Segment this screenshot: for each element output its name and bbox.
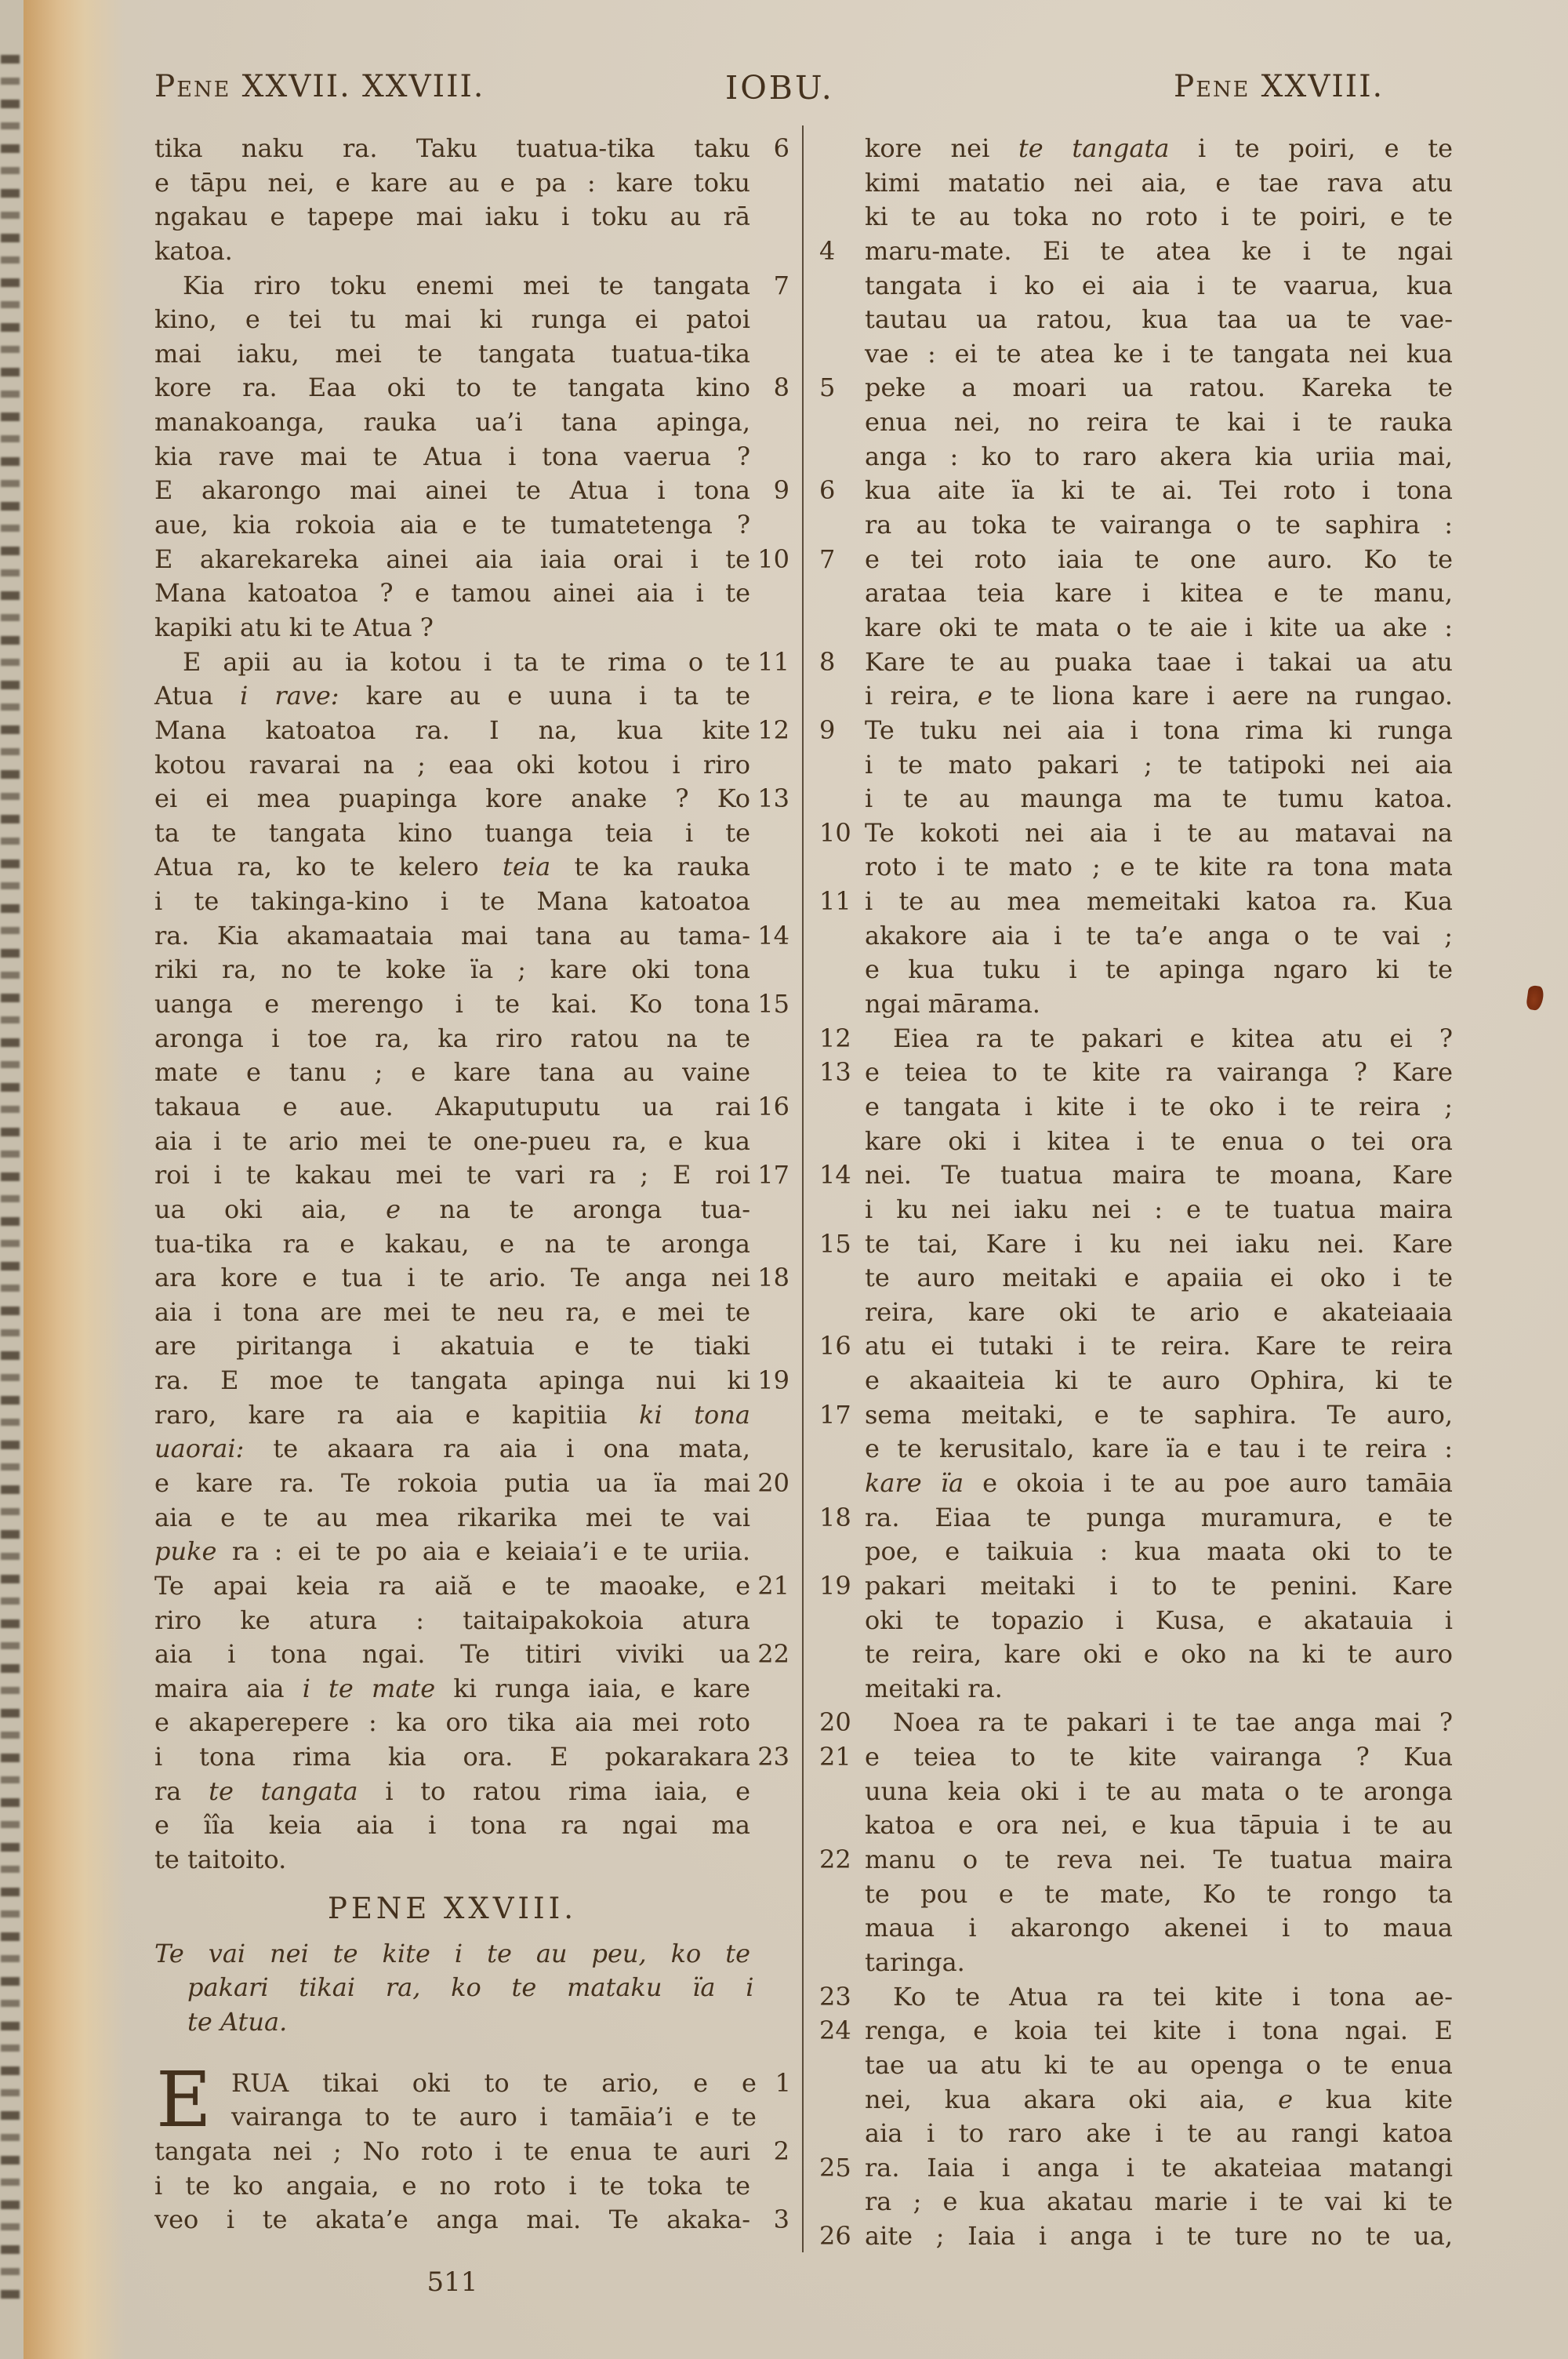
line-text: e kua tuku i te apinga ngaro ki te: [865, 954, 1453, 985]
running-head-title: IOBU.: [725, 69, 834, 107]
line-text: Te apai keia ra aiă e te maoake, e: [154, 1570, 750, 1601]
text-line: [819, 1775, 1456, 1809]
line-text: kare oki i kitea i te enua o tei ora: [865, 1125, 1453, 1156]
verse-number: 18: [757, 1263, 789, 1293]
verse-number: 15: [757, 989, 789, 1020]
line-text: Eiea ra te pakari e kitea atu ei ?: [893, 1023, 1453, 1053]
line-text: sema meitaki, e te saphira. Te auro,: [865, 1399, 1453, 1430]
verse-number: 11: [819, 886, 851, 917]
verse-number: 20: [757, 1467, 789, 1498]
line-text: aia i to raro ake i te au rangi katoa: [865, 2118, 1453, 2149]
verse-number: 14: [757, 920, 789, 951]
text-line: [154, 337, 791, 372]
text-line: [154, 405, 791, 440]
text-line: [819, 543, 1456, 577]
text-line: [819, 1672, 1456, 1707]
text-line: [154, 1398, 791, 1433]
line-text: aue, kia rokoia aia e te tumatetenga ?: [154, 510, 750, 540]
text-line: [154, 1971, 791, 2005]
text-line: [819, 1740, 1456, 1775]
text-line: [154, 166, 791, 201]
text-line: [819, 2048, 1456, 2083]
text-line: [154, 919, 791, 954]
text-line: [819, 1296, 1456, 1330]
dropcap-initial: E: [156, 2055, 212, 2144]
line-text: Mana katoatoa ra. I na, kua kite: [154, 714, 750, 745]
verse-number: 13: [819, 1057, 851, 1088]
line-text: roi i te kakau mei te vari ra ; E roi: [154, 1160, 750, 1190]
verse-number: 17: [757, 1160, 789, 1190]
line-text: akakore aia i te ta’e anga o te vai ;: [865, 920, 1453, 951]
line-text: ra. E moe te tangata apinga nui ki: [154, 1365, 750, 1396]
text-line: [154, 2203, 791, 2237]
text-line: [819, 1808, 1456, 1843]
text-line: [154, 200, 791, 234]
line-text: pakari meitaki i to te penini. Kare: [865, 1570, 1453, 1601]
text-line: [154, 1604, 791, 1638]
line-text: kua aite ïa ki te ai. Tei roto i tona: [865, 475, 1453, 506]
line-text: poe, e taikuia : kua maata oki to te: [865, 1536, 1453, 1567]
verse-number: 16: [819, 1331, 851, 1361]
line-text: Atua ra, ko te kelero teia te ka rauka: [154, 852, 751, 882]
text-line: [819, 850, 1456, 885]
verse-number: 7: [773, 270, 789, 300]
line-text: Te vai nei te kite i te au peu, ko te: [154, 1938, 750, 1968]
line-text: reira, kare oki te ario e akateiaaia: [865, 1296, 1453, 1327]
page-number: 511: [426, 2266, 478, 2298]
text-line: [154, 1364, 791, 1398]
text-line: [819, 1877, 1456, 1912]
line-text: te tai, Kare i ku nei iaku nei. Kare: [865, 1228, 1453, 1259]
line-text: e îîa keia aia i tona ra ngai ma: [154, 1810, 750, 1841]
text-line: [819, 1706, 1456, 1740]
text-line: [154, 234, 791, 269]
text-line: [819, 987, 1456, 1022]
verse-number: 14: [819, 1160, 851, 1190]
text-line: [819, 2083, 1456, 2117]
text-line: [154, 474, 791, 508]
right-column: [819, 132, 1456, 2254]
verse-number: 11: [757, 646, 789, 677]
text-line: [819, 2219, 1456, 2254]
line-text: mai iaku, mei te tangata tuatua-tika: [154, 338, 750, 369]
line-text: puke ra : ei te po aia e keiaia’i e te uriia.: [154, 1536, 750, 1567]
line-text: tika naku ra. Taku tuatua-tika taku: [154, 133, 750, 163]
line-text: E akarongo mai ainei te Atua i tona: [154, 475, 750, 506]
text-line: [154, 1467, 791, 1501]
text-line: [819, 679, 1456, 714]
text-line: [154, 303, 791, 337]
verse-number: 19: [819, 1570, 851, 1601]
text-line: [819, 1364, 1456, 1398]
line-text: Mana katoatoa ? e tamou ainei aia i te: [154, 578, 750, 609]
verse-number: 21: [757, 1570, 789, 1601]
text-line: [819, 371, 1456, 405]
line-text: ra ; e kua akatau marie i te vai ki te: [865, 2186, 1453, 2217]
line-text: Kia riro toku enemi mei te tangata: [183, 270, 750, 300]
text-line: [154, 1432, 791, 1467]
text-line: [819, 2185, 1456, 2219]
text-line: [819, 748, 1456, 783]
text-line: [819, 1329, 1456, 1364]
line-text: ra. Iaia i anga i te akateiaa matangi: [865, 2152, 1453, 2183]
verse-number: 15: [819, 1228, 851, 1259]
line-text: ra. Kia akamaataia mai tana au tama-: [154, 920, 750, 951]
line-text: aia e te au mea rikarika mei te vai: [154, 1502, 750, 1532]
line-text: nei, kua akara oki aia, e kua kite: [865, 2084, 1454, 2114]
verse-number: 6: [773, 133, 789, 163]
verse-number: 20: [819, 1707, 851, 1738]
text-line: [819, 816, 1456, 851]
line-text: kia rave mai te Atua i tona vaerua ?: [154, 441, 750, 471]
verse-number: 22: [819, 1845, 851, 1875]
line-text: manakoanga, rauka ua’i tana apinga,: [154, 407, 750, 438]
line-text: i tona rima kia ora. E pokarakara: [154, 1742, 750, 1772]
text-line: [819, 953, 1456, 987]
line-text: ra te tangata i to ratou rima iaia, e: [154, 1776, 750, 1806]
text-line: [819, 1125, 1456, 1159]
line-text: E apii au ia kotou i ta te rima o te: [183, 646, 750, 677]
text-line: [819, 440, 1456, 474]
text-line: [819, 303, 1456, 337]
text-line: [819, 1467, 1456, 1501]
verse-number: 10: [819, 817, 851, 848]
line-text: pakari tikai ra, ko te mataku ïa i: [187, 1972, 754, 2003]
text-line: [154, 2135, 791, 2169]
line-text: riro ke atura : taitaipakokoia atura: [154, 1605, 750, 1635]
line-text: aronga i toe ra, ka riro ratou na te: [154, 1023, 750, 1053]
text-line: [154, 1569, 791, 1604]
line-text: ra. Eiaa te punga muramura, e te: [865, 1502, 1453, 1532]
line-text: raro, kare ra aia e kapitiia ki tona: [154, 1399, 751, 1430]
text-line: [819, 1637, 1456, 1672]
text-line: [819, 919, 1456, 954]
text-line: [819, 611, 1456, 645]
line-text: aite ; Iaia i anga i te ture no te ua,: [865, 2221, 1453, 2252]
line-text: ki te au toka no roto i te poiri, e te: [865, 202, 1453, 232]
text-line: [819, 714, 1456, 748]
line-text: peke a moari ua ratou. Kareka te: [865, 373, 1453, 403]
line-text: enua nei, no reira te kai i te rauka: [865, 407, 1453, 438]
line-text: kotou ravarai na ; eaa oki kotou i riro: [154, 749, 750, 780]
line-text: Atua i rave: kare au e uuna i ta te: [154, 681, 751, 711]
verse-number: 13: [757, 783, 789, 814]
verse-number: 17: [819, 1399, 851, 1430]
text-line: [154, 1090, 791, 1125]
line-text: ei ei mea puapinga kore anake ? Ko: [154, 783, 750, 814]
line-text: riki ra, no te koke ïa ; kare oki tona: [154, 954, 750, 985]
text-line: [819, 508, 1456, 543]
text-line: [819, 782, 1456, 816]
text-line: [154, 1843, 791, 1877]
line-text: aia i te ario mei te one-pueu ra, e kua: [154, 1125, 750, 1156]
line-text: i te mato pakari ; te tatipoki nei aia: [865, 749, 1453, 780]
line-text: e tāpu nei, e kare au e pa : kare toku: [154, 167, 750, 198]
text-line: [819, 474, 1456, 508]
line-text: tua-tika ra e kakau, e na te aronga: [154, 1228, 750, 1259]
text-line: [154, 782, 791, 816]
line-text: anga : ko to raro akera kia uriia mai,: [865, 441, 1453, 471]
left-column: [154, 132, 791, 2237]
line-text: RUA tikai oki to te ario, e e: [231, 2067, 757, 2098]
text-line: [154, 1706, 791, 1740]
line-text: tangata i ko ei aia i te vaarua, kua: [865, 270, 1453, 300]
text-line: [819, 645, 1456, 680]
text-line: [154, 371, 791, 405]
line-text: vairanga to te auro i tamāia’i e te: [231, 2102, 757, 2132]
text-line: [154, 1637, 791, 1672]
text-line: [154, 1808, 791, 1843]
line-text: kare ïa e okoia i te au poe auro tamāia: [865, 1467, 1454, 1498]
facing-page-edge: [0, 0, 24, 2359]
text-line: [819, 132, 1456, 166]
line-text: kare oki te mata o te aie i kite ua ake :: [865, 612, 1453, 642]
verse-number: 12: [757, 714, 789, 745]
line-text: oki te topazio i Kusa, e akatauia i: [865, 1605, 1453, 1635]
text-line: [154, 508, 791, 543]
verse-number: 4: [819, 235, 836, 266]
text-line: [154, 1775, 791, 1809]
verse-number: 12: [819, 1023, 851, 1053]
verse-number: 1: [775, 2067, 791, 2098]
text-line: [154, 2005, 791, 2040]
line-text: takaua e aue. Akaputuputu ua rai: [154, 1091, 750, 1121]
text-line: [154, 1535, 791, 1569]
text-line: [819, 1535, 1456, 1569]
text-line: [819, 337, 1456, 372]
text-line: [154, 1022, 791, 1056]
text-line: [819, 1843, 1456, 1877]
line-text: nei. Te tuatua maira te moana, Kare: [865, 1160, 1453, 1190]
line-text: aia i tona are mei te neu ra, e mei te: [154, 1296, 750, 1327]
line-text: uaorai: te akaara ra aia i ona mata,: [154, 1434, 750, 1464]
text-line: [154, 850, 791, 885]
verse-number: 21: [819, 1742, 851, 1772]
line-text: e tei roto iaia te one auro. Ko te: [865, 543, 1453, 574]
line-text: taringa.: [865, 1946, 965, 1977]
line-text: i ku nei iaku nei : e te tuatua maira: [865, 1194, 1453, 1224]
verse-number: 24: [819, 2016, 851, 2046]
text-line: [154, 1193, 791, 1227]
verse-number: 3: [773, 2205, 789, 2235]
text-line: [154, 440, 791, 474]
line-text: e teiea to te kite vairanga ? Kua: [865, 1742, 1453, 1772]
line-text: Noea ra te pakari i te tae anga mai ?: [893, 1707, 1453, 1738]
line-text: maru-mate. Ei te atea ke i te ngai: [865, 235, 1453, 266]
line-text: ta te tangata kino tuanga teia i te: [154, 817, 750, 848]
text-line: [154, 576, 791, 611]
line-text: katoa.: [154, 235, 233, 266]
line-text: e te kerusitalo, kare ïa e tau i te reira :: [865, 1434, 1453, 1464]
line-text: mate e tanu ; e kare tana au vaine: [154, 1057, 750, 1088]
line-text: veo i te akata’e anga mai. Te akaka-: [154, 2205, 750, 2235]
verse-number: 16: [757, 1091, 789, 1121]
column-divider-rule: [802, 125, 804, 2252]
text-line: [819, 1398, 1456, 1433]
line-text: tangata nei ; No roto i te enua te auri: [154, 2135, 750, 2166]
text-line: [819, 1946, 1456, 1980]
text-line: [819, 1432, 1456, 1467]
text-line: [819, 405, 1456, 440]
line-text: PENE XXVIII.: [327, 1891, 578, 1925]
line-text: e kare ra. Te rokoia putia ua ïa mai: [154, 1467, 750, 1498]
text-line: [154, 543, 791, 577]
text-line: [154, 2100, 791, 2135]
line-text: e akaperepere : ka oro tika aia mei roto: [154, 1707, 750, 1738]
verse-number: 8: [819, 646, 836, 677]
line-text: meitaki ra.: [865, 1673, 1003, 1703]
text-line: [154, 714, 791, 748]
line-text: kapiki atu ki te Atua ?: [154, 612, 434, 642]
text-line: [154, 1296, 791, 1330]
line-text: kino, e tei tu mai ki runga ei patoi: [154, 304, 750, 335]
text-line: [154, 1261, 791, 1296]
text-line: [819, 2014, 1456, 2048]
line-text: kimi matatio nei aia, e tae rava atu: [865, 167, 1453, 198]
text-line: [154, 885, 791, 919]
text-line: [154, 679, 791, 714]
line-text: katoa e ora nei, e kua tāpuia i te au: [865, 1810, 1453, 1841]
text-line: [154, 1227, 791, 1262]
line-text: renga, e koia tei kite i tona ngai. E: [865, 2016, 1453, 2046]
text-line: [154, 2169, 791, 2204]
text-line: [154, 132, 791, 166]
line-text: arataa teia kare i kitea e te manu,: [865, 578, 1453, 609]
verse-number: 2: [773, 2135, 789, 2166]
line-text: maua i akarongo akenei i to maua: [865, 1913, 1453, 1943]
line-text: i te au mea memeitaki katoa ra. Kua: [865, 886, 1453, 917]
line-text: Ko te Atua ra tei kite i tona ae-: [893, 1981, 1453, 2012]
line-text: ra au toka te vairanga o te saphira :: [865, 510, 1453, 540]
text-line: [819, 1158, 1456, 1193]
verse-number: 19: [757, 1365, 789, 1396]
line-text: ngakau e tapepe mai iaku i toku au rā: [154, 202, 750, 232]
line-text: E akarekareka ainei aia iaia orai i te: [154, 543, 750, 574]
line-text: tae ua atu ki te au openga o te enua: [865, 2049, 1453, 2080]
line-text: Kare te au puaka taae i takai ua atu: [865, 646, 1453, 677]
text-line: [819, 576, 1456, 611]
binding-gutter-shadow: [24, 0, 125, 2359]
text-line: [819, 234, 1456, 269]
verse-number: 23: [819, 1981, 851, 2012]
text-line: [819, 200, 1456, 234]
text-line: [819, 1056, 1456, 1090]
text-line: [819, 269, 1456, 304]
verse-number: 5: [819, 373, 836, 403]
text-line: [154, 1672, 791, 1707]
line-text: manu o te reva nei. Te tuatua maira: [865, 1845, 1453, 1875]
line-text: e tangata i kite i te oko i te reira ;: [865, 1091, 1453, 1121]
text-line: [819, 1193, 1456, 1227]
line-text: maira aia i te mate ki runga iaia, e kare: [154, 1673, 751, 1703]
text-line: [819, 1261, 1456, 1296]
text-line: [154, 1501, 791, 1536]
line-text: roto i te mato ; e te kite ra tona mata: [865, 852, 1453, 882]
line-text: i te ko angaia, e no roto i te toka te: [154, 2170, 750, 2201]
line-text: vae : ei te atea ke i te tangata nei kua: [865, 338, 1453, 369]
ink-stain: [1526, 985, 1544, 1011]
line-text: te Atua.: [187, 2006, 288, 2037]
text-line: [819, 1569, 1456, 1604]
text-line: [154, 611, 791, 645]
verse-number: 8: [773, 373, 789, 403]
line-text: Te kokoti nei aia i te au matavai na: [865, 817, 1453, 848]
text-line: [154, 645, 791, 680]
text-line: [154, 1329, 791, 1364]
line-text: are piritanga i akatuia e te tiaki: [154, 1331, 750, 1361]
line-text: te taitoito.: [154, 1845, 287, 1875]
verse-number: 9: [819, 714, 836, 745]
text-line: [819, 2117, 1456, 2151]
line-text: atu ei tutaki i te reira. Kare te reira: [865, 1331, 1453, 1361]
text-line: [819, 1090, 1456, 1125]
text-line: [154, 1158, 791, 1193]
running-head-right: Pene XXVIII.: [1174, 69, 1384, 104]
text-line: [819, 885, 1456, 919]
line-text: aia i tona ngai. Te titiri viviki ua: [154, 1639, 750, 1670]
verse-number: 9: [773, 475, 789, 506]
text-line: [154, 987, 791, 1022]
line-text: Te tuku nei aia i tona rima ki runga: [865, 714, 1453, 745]
line-text: kore ra. Eaa oki to te tangata kino: [154, 373, 750, 403]
text-line: [154, 1056, 791, 1090]
line-text: e akaaiteia ki te auro Ophira, ki te: [865, 1365, 1453, 1396]
text-line: [819, 1501, 1456, 1536]
text-line: [819, 1604, 1456, 1638]
verse-number: 10: [757, 543, 789, 574]
verse-number: 23: [757, 1742, 789, 1772]
text-line: [819, 1911, 1456, 1946]
text-line: [154, 748, 791, 783]
text-line: [154, 953, 791, 987]
line-text: ua oki aia, e na te aronga tua-: [154, 1194, 751, 1224]
line-text: uuna keia oki i te au mata o te aronga: [865, 1776, 1453, 1806]
text-line: [819, 1980, 1456, 2015]
line-text: kore nei te tangata i te poiri, e te: [865, 133, 1454, 163]
verse-number: 6: [819, 475, 836, 506]
text-line: [154, 1937, 791, 1972]
line-text: te auro meitaki e apaiia ei oko i te: [865, 1263, 1453, 1293]
verse-number: 7: [819, 543, 836, 574]
line-text: ngai mārama.: [865, 989, 1040, 1020]
text-line: [819, 166, 1456, 201]
verse-number: 25: [819, 2152, 851, 2183]
text-line: [154, 269, 791, 304]
line-text: ara kore e tua i te ario. Te anga nei: [154, 1263, 750, 1293]
chapter-heading: [154, 1892, 791, 1937]
verse-number: 26: [819, 2221, 851, 2252]
line-text: te pou e te mate, Ko te rongo ta: [865, 1878, 1453, 1909]
line-text: i te au maunga ma te tumu katoa.: [865, 783, 1453, 814]
verse-number: 18: [819, 1502, 851, 1532]
line-text: i reira, e te liona kare i aere na rungao.: [865, 681, 1454, 711]
line-text: tautau ua ratou, kua taa ua te vae-: [865, 304, 1453, 335]
text-line: [819, 1022, 1456, 1056]
text-line: [819, 2151, 1456, 2186]
line-text: uanga e merengo i te kai. Ko tona: [154, 989, 750, 1020]
text-line: [154, 1740, 791, 1775]
line-text: i te takinga-kino i te Mana katoatoa: [154, 886, 750, 917]
text-line: [154, 816, 791, 851]
verse-number: 22: [757, 1639, 789, 1670]
running-head-left: Pene XXVII. XXVIII.: [154, 69, 485, 104]
line-text: te reira, kare oki e oko na ki te auro: [865, 1639, 1453, 1670]
text-line: [819, 1227, 1456, 1262]
line-text: e teiea to te kite ra vairanga ? Kare: [865, 1057, 1453, 1088]
text-line: [154, 1125, 791, 1159]
